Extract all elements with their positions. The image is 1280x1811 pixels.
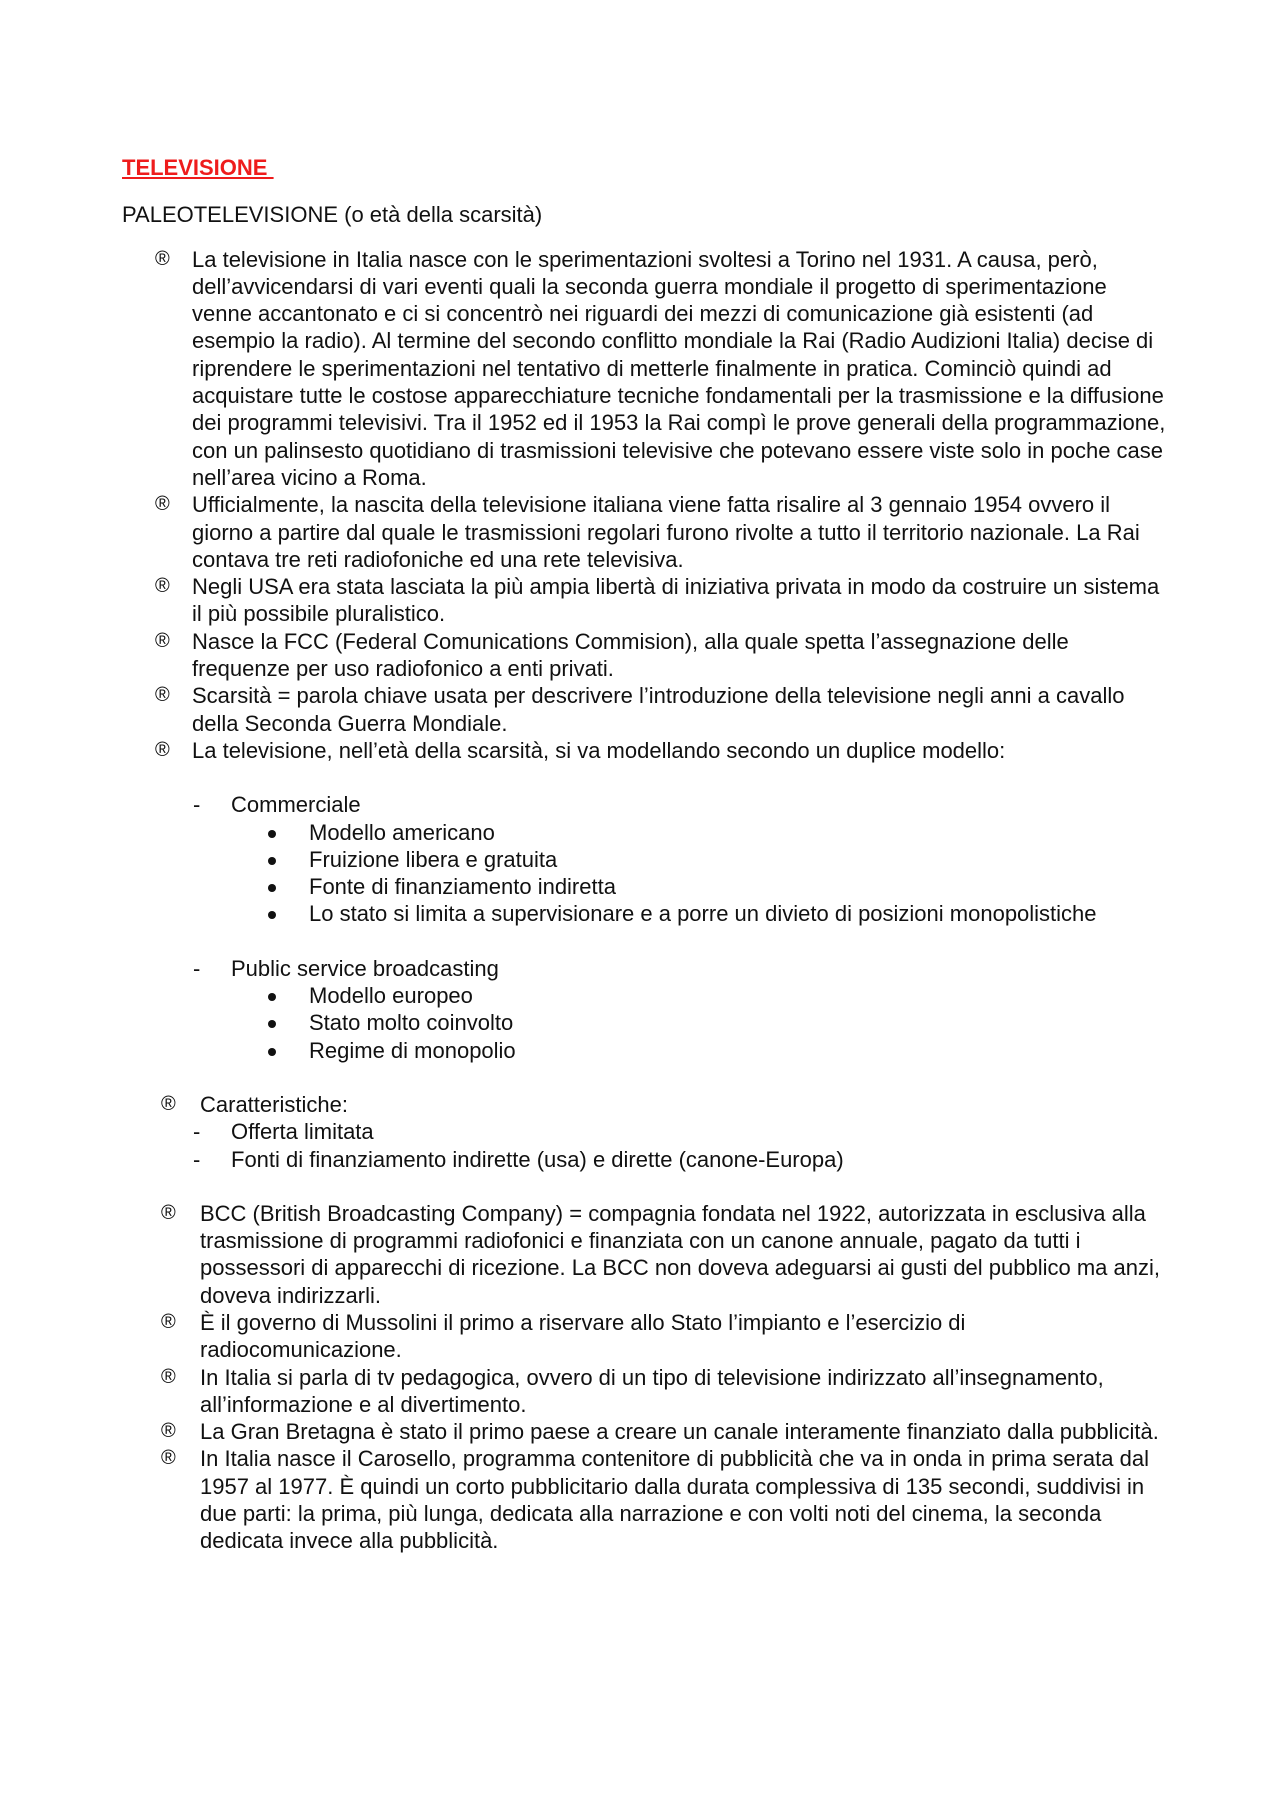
model-points: [122, 982, 1172, 1064]
model-points: [122, 819, 1172, 928]
model-heading: [122, 791, 1172, 818]
list-item-text: Scarsità = parola chiave usata per descrivere l’introduzione della televisione negli anni a cavallo della Seconda Guerra Mondiale.: [192, 683, 1125, 736]
list-item-text: Lo stato si limita a supervisionare e a porre un divieto di posizioni monopolistiche: [309, 901, 1097, 927]
registered-bullet-icon: ®: [161, 1447, 176, 1470]
list-item: [122, 1418, 1172, 1445]
list-item-text: Offerta limitata: [231, 1119, 374, 1145]
list-item: [122, 1009, 1172, 1036]
list-item: [122, 846, 1172, 873]
registered-bullet-icon: ®: [155, 684, 170, 707]
dot-bullet-icon: [268, 1020, 276, 1028]
dot-bullet-icon: [268, 1048, 276, 1056]
list-item: [122, 628, 1172, 683]
list-item-text: BCC (British Broadcasting Company) = compagnia fondata nel 1922, autorizzata in esclusiva alla trasmissione di programmi radiofonici e finanziata con un canone annuale, pagato da tutti i possessori di apparecchi di ricezione. La BCC non doveva adeguarsi ai gusti del pubblico ma anzi, doveva indirizzarli.: [200, 1200, 1160, 1308]
registered-bullet-icon: ®: [155, 247, 170, 270]
model-heading: [122, 955, 1172, 982]
list-item: [122, 1445, 1172, 1554]
model-name: Public service broadcasting: [231, 955, 499, 981]
dash-bullet-icon: -: [193, 792, 201, 818]
list-item: [122, 873, 1172, 900]
registered-bullet-icon: ®: [161, 1365, 176, 1388]
dot-bullet-icon: [268, 911, 276, 919]
list-item: [122, 573, 1172, 628]
list-item-text: Stato molto coinvolto: [309, 1010, 514, 1036]
model-name: Commerciale: [231, 792, 361, 818]
list-item: [122, 819, 1172, 846]
list-item: [122, 1364, 1172, 1419]
list-item-text: Regime di monopolio: [309, 1037, 516, 1063]
list-item-text: Nasce la FCC (Federal Comunications Commision), alla quale spetta l’assegnazione delle frequenze per uso radiofonico a enti privati.: [192, 628, 1069, 682]
dot-bullet-icon: [268, 857, 276, 865]
list-item-text: La televisione in Italia nasce con le sperimentazioni svoltesi a Torino nel 1931. A causa, però, dell’avvicendarsi di vari eventi quali la seconda guerra mondiale il progetto di sperimentazione venne accantonato e ci si concentrò nei riguardi dei mezzi di comunicazione già esistenti (ad esempio la radio). Al termine del secondo conflitto mondiale la Rai (Radio Audizioni Italia) decise di riprendere le sperimentazioni nel tentativo di metterle finalmente in pratica. Cominciò quindi ad acquistare tutte le costose apparecchiature tecniche fondamentali per la trasmissione e la diffusione dei programmi televisivi. Tra il 1952 ed il 1953 la Rai compì le prove generali della programmazione, con un palinsesto quotidiano di trasmissioni televisive che potevano essere viste solo in poche case nell’area vicino a Roma.: [192, 246, 1166, 490]
list-item: [122, 1200, 1172, 1309]
dot-bullet-icon: [268, 993, 276, 1001]
registered-bullet-icon: ®: [161, 1201, 176, 1224]
list-item: [122, 982, 1172, 1009]
model-commerciale: [122, 791, 1172, 927]
list-item-text: Negli USA era stata lasciata la più ampia libertà di iniziativa privata in modo da costruire un sistema il più possibile pluralistico.: [192, 574, 1160, 627]
dash-bullet-icon: -: [193, 955, 201, 981]
list-item-text: La Gran Bretagna è stato il primo paese a creare un canale interamente finanziato dalla pubblicità.: [200, 1419, 1159, 1445]
registered-bullet-icon: ®: [161, 1310, 176, 1333]
list-item: [122, 737, 1172, 764]
registered-bullet-icon: ®: [155, 629, 170, 652]
list-item-text: Modello europeo: [309, 983, 473, 1009]
characteristics-block: [122, 1091, 1172, 1173]
bullet-list-broadcasting: [122, 1200, 1172, 1555]
list-item: [122, 1037, 1172, 1064]
list-item-text: In Italia si parla di tv pedagogica, ovvero di un tipo di televisione indirizzato all’insegnamento, all’informazione e al divertimento.: [200, 1364, 1104, 1417]
list-item: [122, 1146, 1172, 1173]
list-item-text: Fruizione libera e gratuita: [309, 846, 558, 872]
list-item-text: Fonti di finanziamento indirette (usa) e dirette (canone-Europa): [231, 1146, 844, 1172]
spacer: [122, 928, 1172, 955]
document-title: TELEVISIONE: [122, 155, 274, 180]
dot-bullet-icon: [268, 830, 276, 838]
dash-bullet-icon: -: [193, 1119, 201, 1145]
list-item: [122, 491, 1172, 573]
dot-bullet-icon: [268, 884, 276, 892]
registered-bullet-icon: ®: [161, 1420, 176, 1443]
spacer: [122, 1064, 1172, 1091]
list-item-text: Modello americano: [309, 819, 495, 845]
bullet-list-history: [122, 246, 1172, 765]
registered-bullet-icon: ®: [161, 1092, 176, 1115]
characteristics-heading: [122, 1091, 1172, 1118]
list-item: [122, 900, 1172, 927]
list-item: [122, 1309, 1172, 1364]
list-item: [122, 1118, 1172, 1145]
spacer: [122, 1173, 1172, 1200]
registered-bullet-icon: ®: [155, 738, 170, 761]
list-item: [122, 682, 1172, 737]
list-item-text: La televisione, nell’età della scarsità, si va modellando secondo un duplice modello:: [192, 737, 1006, 763]
list-item-text: Fonte di finanziamento indiretta: [309, 874, 616, 900]
model-public-service: [122, 955, 1172, 1064]
list-item-text: In Italia nasce il Carosello, programma contenitore di pubblicità che va in onda in prima serata dal 1957 al 1977. È quindi un corto pubblicitario dalla durata complessiva di 135 secondi, suddivisi in due parti: la prima, più lunga, dedicata alla narrazione e con volti noti del cinema, la seconda dedicata invece alla pubblicità.: [200, 1446, 1149, 1554]
section-heading: PALEOTELEVISIONE (o età della scarsità): [122, 202, 543, 228]
registered-bullet-icon: ®: [155, 575, 170, 598]
registered-bullet-icon: ®: [155, 493, 170, 516]
characteristics-label: Caratteristiche:: [200, 1091, 348, 1117]
list-item-text: È il governo di Mussolini il primo a riservare allo Stato l’impianto e l’esercizio di radiocomunicazione.: [200, 1309, 966, 1363]
list-item: [122, 246, 1172, 492]
list-item-text: Ufficialmente, la nascita della televisione italiana viene fatta risalire al 3 gennaio 1954 ovvero il giorno a partire dal quale le trasmissioni regolari furono rivolte a tutto il territorio nazionale. La Rai contava tre reti radiofoniche ed una rete televisiva.: [192, 492, 1140, 572]
spacer: [122, 764, 1172, 791]
dash-bullet-icon: -: [193, 1146, 201, 1172]
document-page: [122, 154, 1172, 1555]
